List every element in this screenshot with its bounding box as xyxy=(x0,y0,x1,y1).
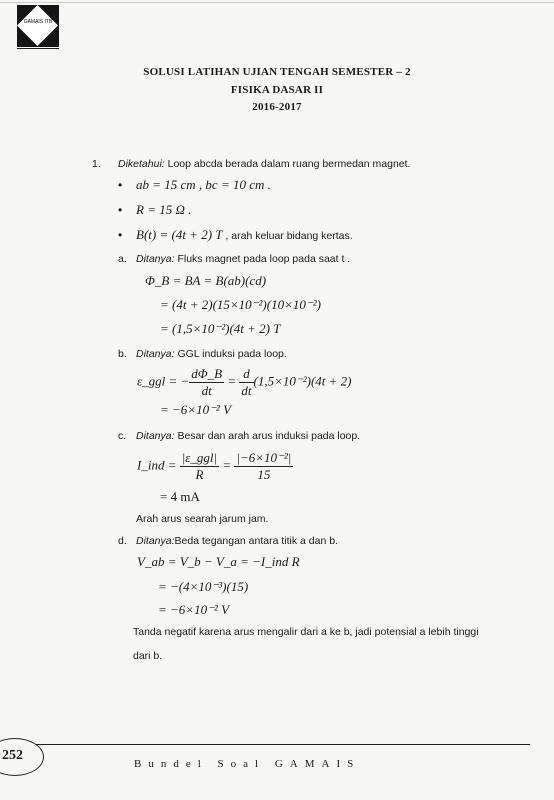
doc-title: SOLUSI LATIHAN UJIAN TENGAH SEMESTER – 2 xyxy=(143,66,411,78)
part-a-question xyxy=(136,253,350,266)
footer-rule xyxy=(36,744,530,745)
part-d-eq3: = −6×10⁻² V xyxy=(158,602,230,617)
question-text: Beda tegangan antara titik a dan b. xyxy=(174,535,338,547)
given-field xyxy=(136,226,353,244)
ditanya-label: Ditanya: xyxy=(136,430,175,442)
part-d-eq2: = −(4×10⁻³)(15) xyxy=(158,579,249,594)
question-text: GGL induksi pada loop. xyxy=(174,348,287,360)
emf-over-r-fraction xyxy=(180,450,219,483)
bullet-icon: • xyxy=(118,228,123,242)
doc-subject: FISIKA DASAR II xyxy=(230,84,324,96)
question-text: Fluks magnet pada loop pada saat t . xyxy=(174,253,351,265)
fraction-numerator: |−6×10⁻²| xyxy=(236,450,292,465)
part-a-eq2: = (4t + 2)(15×10⁻²)(10×10⁻²) xyxy=(160,297,321,312)
diketahui-line xyxy=(118,158,410,171)
fraction-numerator: dΦ_B xyxy=(191,366,223,381)
part-a-eq1: Φ_B = BA = B(ab)(cd) xyxy=(145,273,267,288)
book-title: Bundel Soal GAMAIS xyxy=(134,758,361,770)
current-lhs: I_ind = xyxy=(137,457,180,473)
diketahui-text: Loop abcda berada dalam ruang bermedan magnet. xyxy=(164,158,411,170)
fraction-numerator: |ε_ggl| xyxy=(181,450,218,465)
part-c-result: = 4 mA xyxy=(160,489,200,504)
part-b-letter: b. xyxy=(118,348,127,360)
ditanya-label: Ditanya: xyxy=(136,253,175,265)
part-c-question xyxy=(136,430,360,443)
fraction-numerator: d xyxy=(239,366,253,383)
part-c-current-eq xyxy=(137,450,293,483)
part-d-note-line2: dari b. xyxy=(133,650,163,662)
equals-sign: = xyxy=(224,373,240,389)
ditanya-label: Ditanya: xyxy=(136,348,175,360)
part-c-letter: c. xyxy=(118,430,127,442)
ditanya-label: Ditanya: xyxy=(136,535,175,547)
question-text: Besar dan arah arus induksi pada loop. xyxy=(174,430,361,442)
part-b-question xyxy=(136,348,287,361)
derivative-operator-fraction xyxy=(239,366,253,399)
fraction-denominator: dt xyxy=(201,383,212,398)
emf-lhs: ε_ggl = − xyxy=(137,373,190,389)
given-dimensions: ab = 15 cm , bc = 10 cm . xyxy=(136,177,271,192)
given-field-suffix: , arah keluar bidang kertas. xyxy=(222,230,353,242)
logo-text: GAMAIS ITB xyxy=(23,19,53,25)
problem-number: 1. xyxy=(92,158,101,170)
fraction-denominator: 15 xyxy=(257,467,271,482)
part-d-question xyxy=(136,535,338,548)
equals-sign: = xyxy=(219,457,235,473)
part-b-emf-eq xyxy=(137,366,352,399)
emf-rhs: (1,5×10⁻²)(4t + 2) xyxy=(253,373,352,389)
diketahui-label: Diketahui: xyxy=(118,158,165,170)
flux-derivative-fraction xyxy=(189,366,224,399)
part-a-letter: a. xyxy=(118,253,127,265)
gamais-logo xyxy=(17,5,59,47)
logo-diamond-shape xyxy=(17,5,58,46)
bullet-icon: • xyxy=(118,178,123,192)
given-field-eq: B(t) = (4t + 2) T xyxy=(136,227,223,242)
bullet-icon: • xyxy=(118,203,123,217)
logo-underline xyxy=(17,48,59,49)
top-edge-line xyxy=(0,2,554,3)
part-b-result: = −6×10⁻² V xyxy=(160,402,232,417)
doc-year: 2016-2017 xyxy=(252,101,302,113)
fraction-denominator: R xyxy=(195,467,204,482)
given-resistance: R = 15 Ω . xyxy=(136,202,192,217)
part-d-eq1: V_ab = V_b − V_a = −I_ind R xyxy=(137,554,300,569)
fraction-denominator: dt xyxy=(241,383,252,398)
part-d-letter: d. xyxy=(118,535,127,547)
part-d-note-line1: Tanda negatif karena arus mengalir dari a ke b, jadi potensial a lebih tinggi xyxy=(133,626,479,638)
page-number: 252 xyxy=(2,748,23,763)
part-a-eq3: = (1,5×10⁻²)(4t + 2) T xyxy=(160,321,281,336)
numeric-fraction xyxy=(234,450,293,483)
part-c-direction-note: Arah arus searah jarum jam. xyxy=(136,513,269,525)
